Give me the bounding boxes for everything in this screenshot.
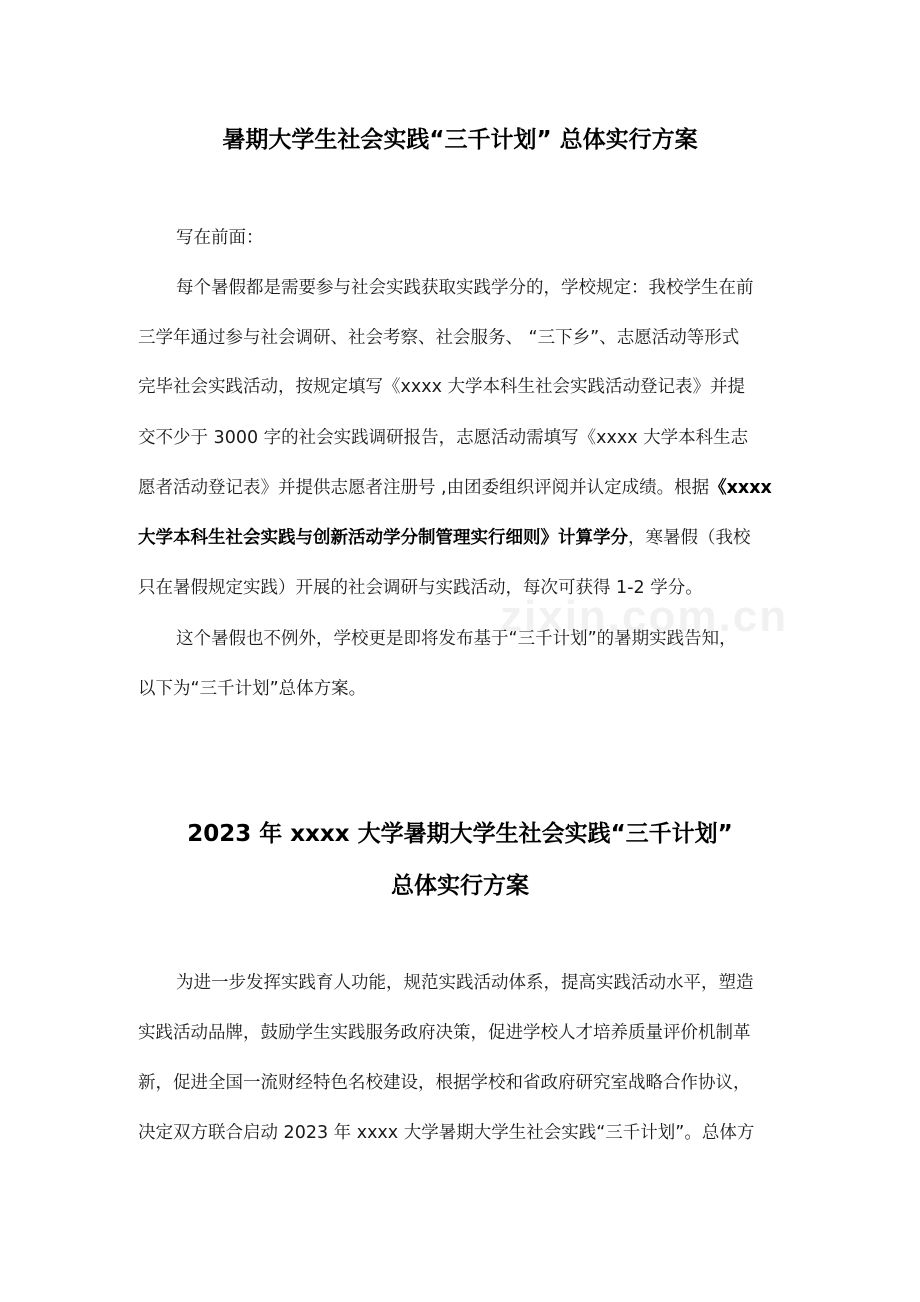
preface-heading: 写在前面： bbox=[176, 228, 264, 248]
preface-line-6-rest: ，寒暑假（我校 bbox=[628, 528, 751, 548]
body-line-4: 决定双方联合启动 2023 年 xxxx 大学暑期大学生社会实践“三千计划”。总体方 bbox=[138, 1123, 755, 1143]
section-title-line-1: 2023 年 xxxx 大学暑期大学生社会实践“三千计划” bbox=[187, 821, 733, 847]
preface-line-3: 完毕社会实践活动，按规定填写《xxxx 大学本科生社会实践活动登记表》并提 bbox=[138, 377, 745, 397]
preface-line-6 bbox=[138, 525, 788, 551]
preface-para2-line-1: 这个暑假也不例外，学校更是即将发布基于“三千计划”的暑期实践告知， bbox=[176, 629, 737, 649]
preface-line-4: 交不少于 3000 字的社会实践调研报告，志愿活动需填写《xxxx 大学本科生志 bbox=[138, 428, 749, 448]
document-title: 暑期大学生社会实践“三千计划” 总体实行方案 bbox=[222, 127, 698, 153]
body-line-2: 实践活动品牌，鼓励学生实践服务政府决策，促进学校人才培养质量评价机制革 bbox=[138, 1023, 751, 1043]
preface-line-1: 每个暑假都是需要参与社会实践获取实践学分的，学校规定：我校学生在前 bbox=[176, 278, 754, 298]
body-line-1: 为进一步发挥实践育人功能，规范实践活动体系，提高实践活动水平，塑造 bbox=[176, 973, 754, 993]
body-line-3: 新，促进全国一流财经特色名校建设，根据学校和省政府研究室战略合作协议， bbox=[138, 1073, 751, 1093]
preface-line-6-bold: 大学本科生社会实践与创新活动学分制管理实行细则》计算学分 bbox=[138, 528, 628, 548]
section-title-line-2: 总体实行方案 bbox=[391, 873, 529, 899]
preface-line-5-bold: 《xxxx bbox=[709, 478, 772, 498]
watermark: zixin.com.cn bbox=[500, 592, 789, 641]
preface-para2-line-2: 以下为“三千计划”总体方案。 bbox=[138, 679, 367, 699]
preface-line-7: 只在暑假规定实践）开展的社会调研与实践活动，每次可获得 1-2 学分。 bbox=[138, 578, 703, 598]
preface-line-5-text: 愿者活动登记表》并提供志愿者注册号 ,由团委组织评阅并认定成绩。根据 bbox=[138, 478, 710, 498]
preface-line-5 bbox=[138, 475, 788, 501]
preface-line-2: 三学年通过参与社会调研、社会考察、社会服务、 “三下乡”、志愿活动等形式 bbox=[138, 328, 740, 348]
